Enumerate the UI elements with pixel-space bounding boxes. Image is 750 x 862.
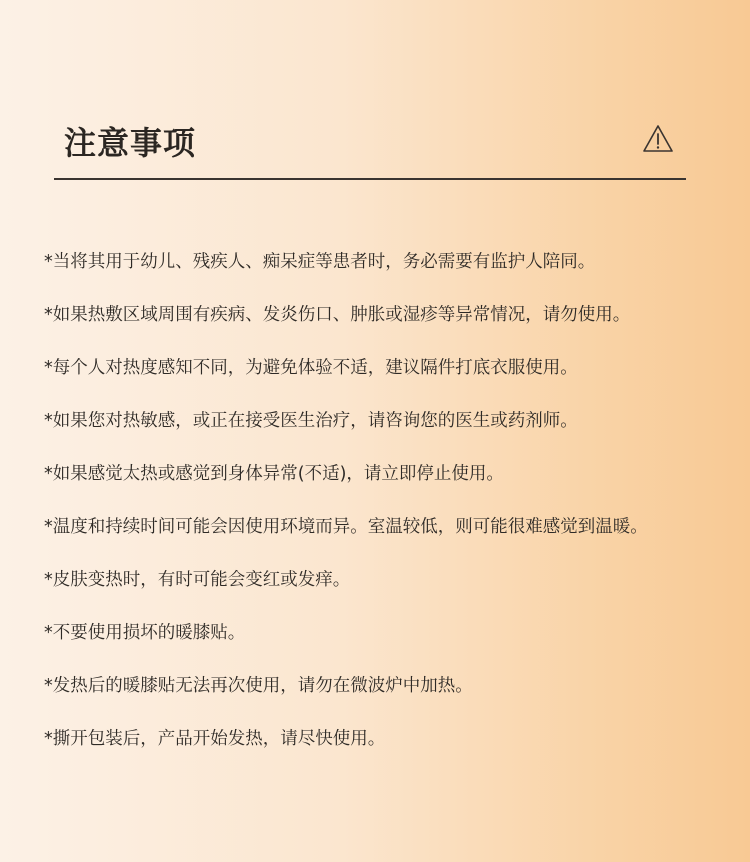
note-item: *当将其用于幼儿、残疾人、痴呆症等患者时，务必需要有监护人陪同。 [44, 252, 596, 272]
note-item: *如果您对热敏感，或正在接受医生治疗，请咨询您的医生或药剂师。 [44, 411, 578, 431]
notes-list [44, 248, 744, 778]
warning-triangle-icon [642, 124, 674, 154]
page-title: 注意事项 [64, 124, 197, 162]
notice-header [54, 118, 686, 180]
note-item: *不要使用损坏的暖膝贴。 [44, 623, 246, 643]
note-item: *温度和持续时间可能会因使用环境而异。室温较低，则可能很难感觉到温暖。 [44, 517, 648, 537]
note-item: *撕开包装后，产品开始发热，请尽快使用。 [44, 729, 386, 749]
note-item: *皮肤变热时，有时可能会变红或发痒。 [44, 570, 351, 590]
note-item: *如果热敷区域周围有疾病、发炎伤口、肿胀或湿疹等异常情况，请勿使用。 [44, 305, 631, 325]
note-item: *每个人对热度感知不同，为避免体验不适，建议隔件打底衣服使用。 [44, 358, 578, 378]
note-item: *发热后的暖膝贴无法再次使用，请勿在微波炉中加热。 [44, 676, 473, 696]
note-item: *如果感觉太热或感觉到身体异常(不适)，请立即停止使用。 [44, 464, 504, 484]
